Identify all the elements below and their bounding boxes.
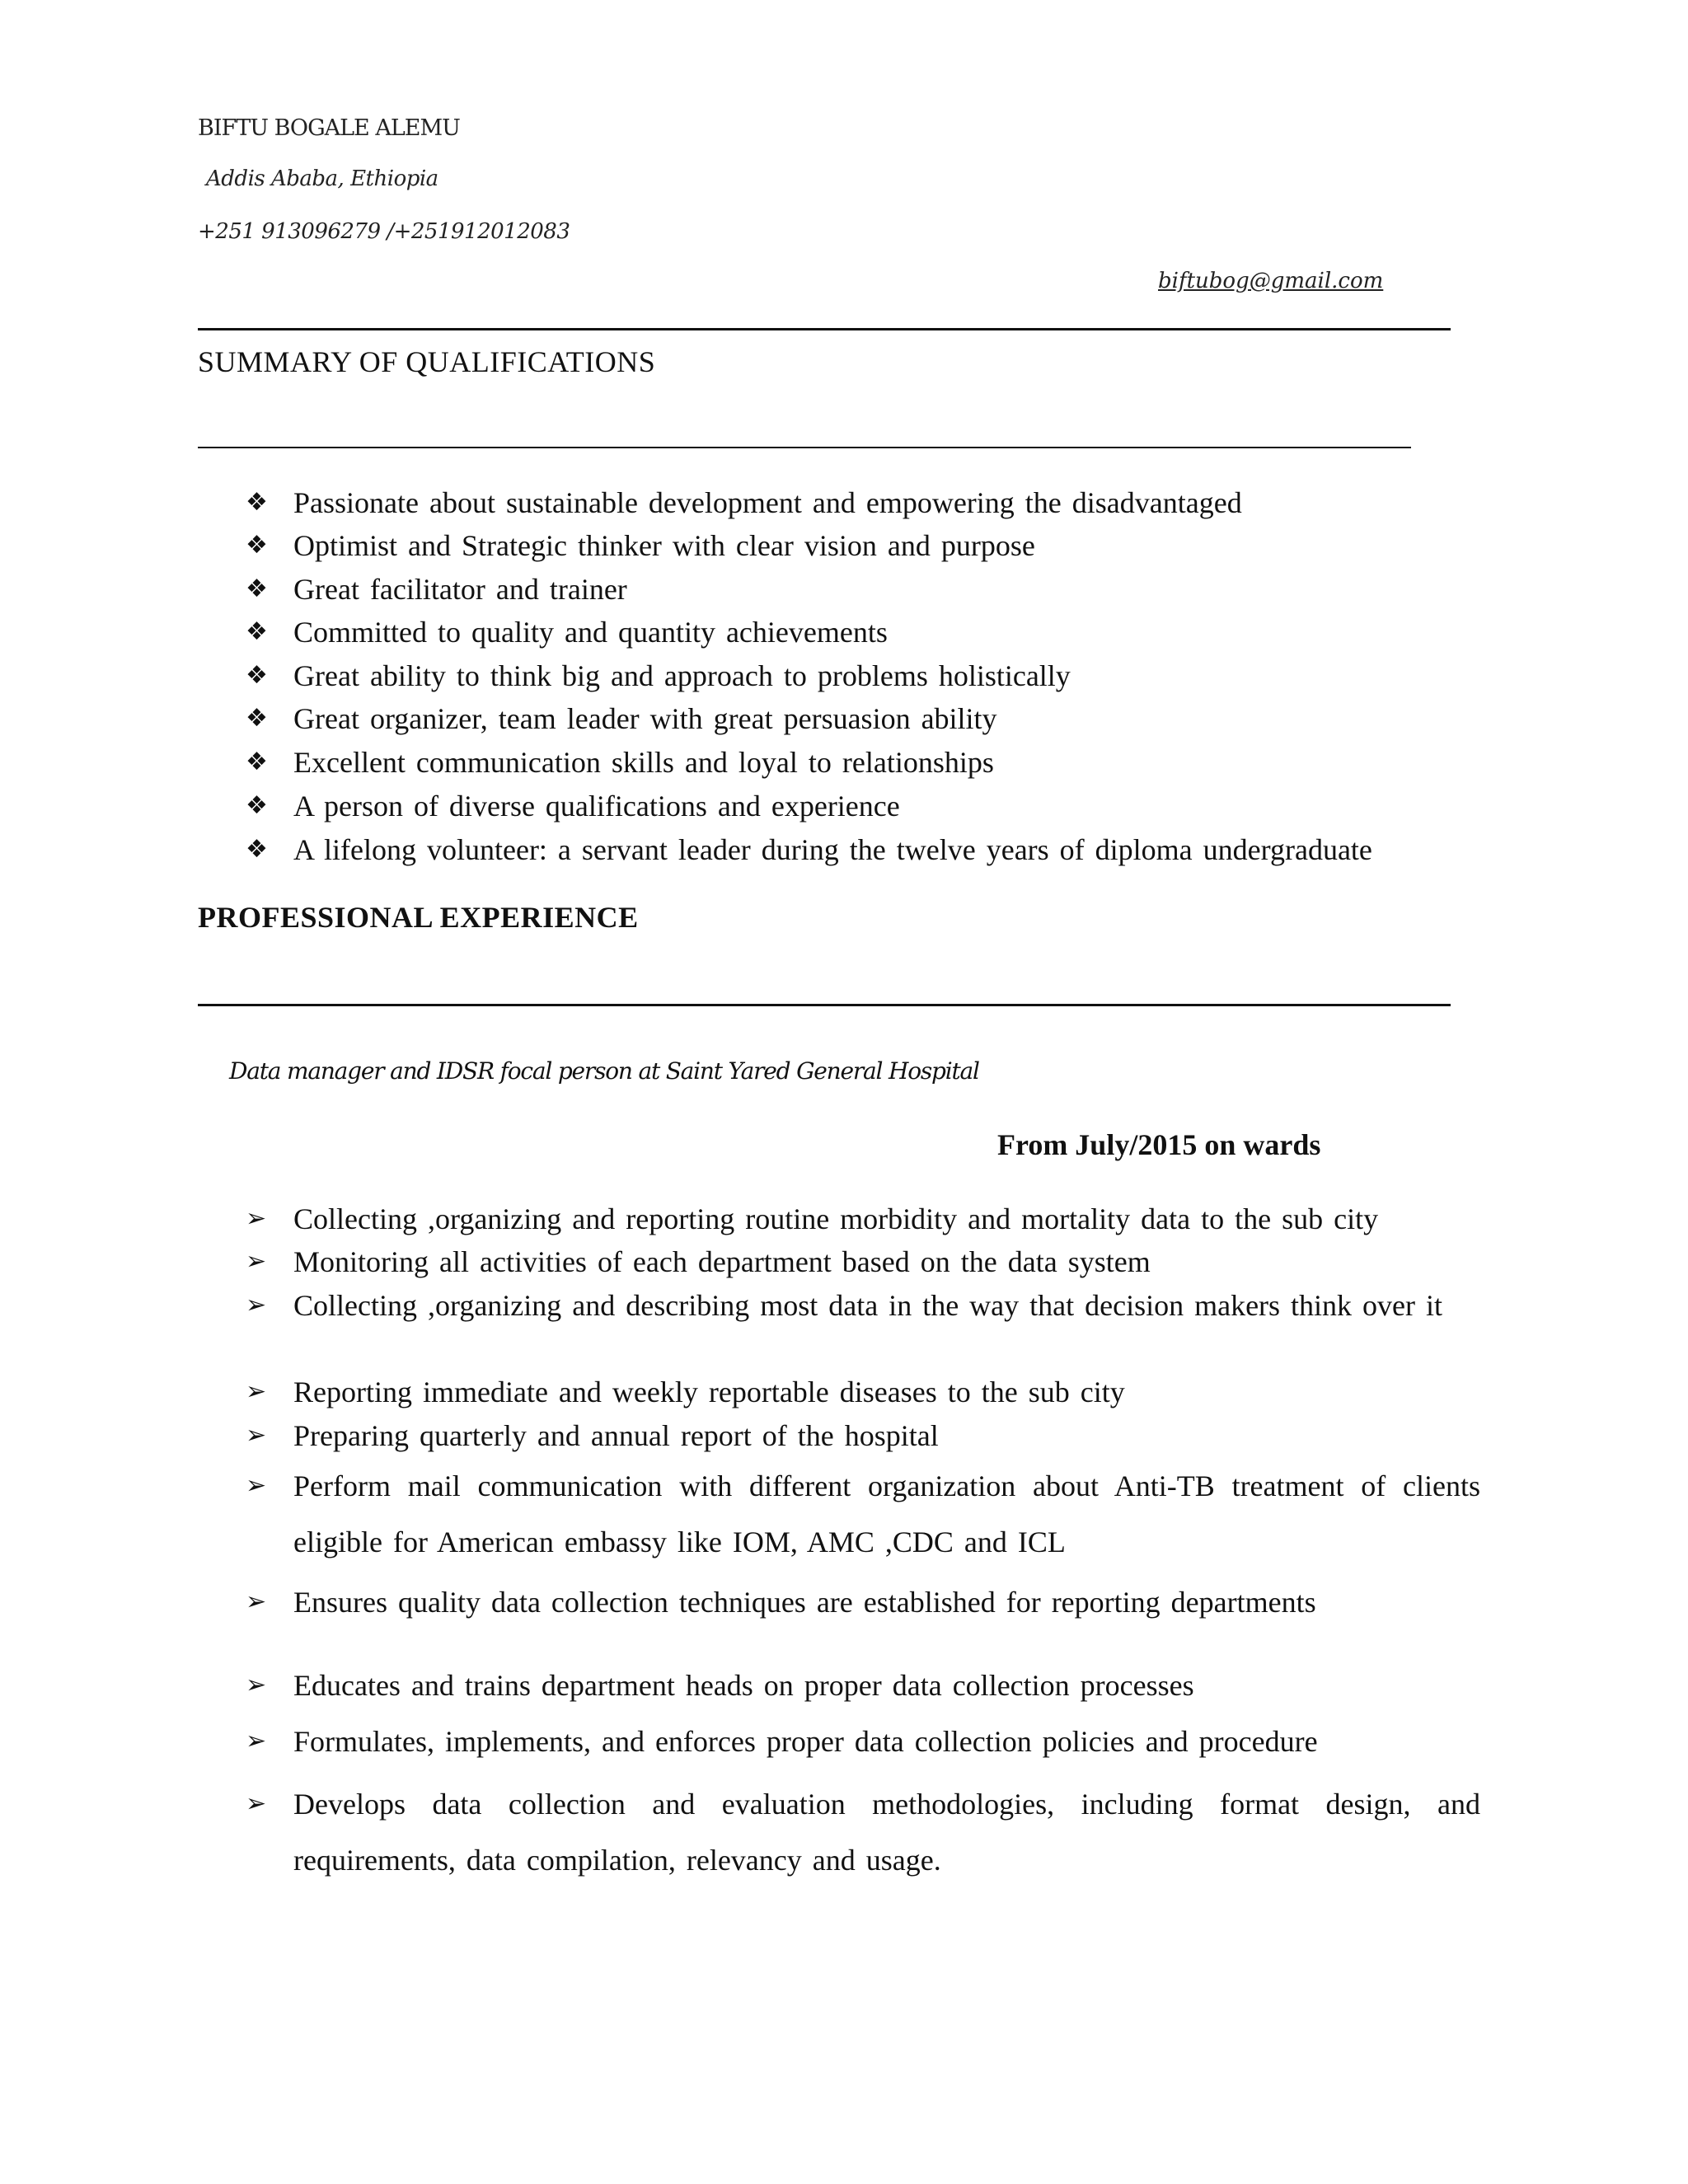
diamond-bullet-icon: ❖ — [246, 791, 268, 820]
arrow-bullet-icon: ➢ — [246, 1587, 267, 1616]
arrow-bullet-icon: ➢ — [246, 1789, 267, 1818]
diamond-bullet-icon: ❖ — [246, 574, 268, 603]
contact-name: BIFTU BOGALE ALEMU — [198, 115, 460, 141]
arrow-bullet-icon: ➢ — [246, 1671, 267, 1699]
diamond-bullet-icon: ❖ — [246, 617, 268, 646]
experience-heading: PROFESSIONAL EXPERIENCE — [198, 901, 639, 934]
divider-line — [198, 1004, 1451, 1006]
diamond-bullet-icon: ❖ — [246, 661, 268, 690]
arrow-bullet-icon: ➢ — [246, 1471, 267, 1500]
diamond-bullet-icon: ❖ — [246, 488, 268, 517]
contact-email-link[interactable]: biftubog@gmail.com — [1158, 269, 1384, 293]
arrow-bullet-icon: ➢ — [246, 1727, 267, 1755]
arrow-bullet-icon: ➢ — [246, 1421, 267, 1450]
arrow-bullet-icon: ➢ — [246, 1377, 267, 1406]
arrow-bullet-icon: ➢ — [246, 1204, 267, 1233]
diamond-bullet-icon: ❖ — [246, 531, 268, 560]
job-title: Data manager and IDSR focal person at Saint Yared General Hospital — [229, 1057, 979, 1085]
arrow-bullet-icon: ➢ — [246, 1291, 267, 1319]
resume-page: BIFTU BOGALE ALEMU Addis Ababa, Ethiopia +251 913096279 /+251912012083 biftubog@gmail.com SUMMARY OF QUALIFICATIONS ❖ Passionate about sustainable development and empowering the disadvantaged ❖ Optimist and Strategic thinker with clear vision and purpose ❖ Great facilitator and trainer ❖ Committed to quality and quantity achievements ❖ Great ability to think big and approach to problems holistically ❖ Great organizer, team leader with great persuasion ability ❖ Excellent communication skills and loyal to relationships ❖ A person of diverse qualifications and experience ❖ A lifelong volunteer: a servant leader during the twelve years of diploma undergraduate PROFESSIONAL EXPERIENCE Data manager and IDSR focal person at Saint Yared General Hospital From July/2015 on wards ➢ Collecting ,organizing and reporting routine morbidity and mortality data to the sub city ➢ Monitoring all activities of each department based on the data system ➢ Collecting ,organizing and describing most data in the way that decision makers think over it ➢ Reporting immediate and weekly reportable diseases to the sub city ➢ Preparing quarterly and annual report of the hospital ➢ Perform mail communication with different organization about Anti-TB treatment of clients eligible for American embassy like IOM, AMC ,CDC and ICL ➢ Ensures quality data collection techniques are established for reporting departments ➢ Educates and trains department heads on proper data collection processes ➢ Formulates, implements, and enforces proper data collection policies and procedure ➢ Develops data collection and evaluation methodologies, including format design, and requirements, data compilation, relevancy and usage. — [198, 115, 1480, 1877]
diamond-bullet-icon: ❖ — [246, 748, 268, 776]
contact-phone: +251 913096279 /+251912012083 — [198, 219, 570, 244]
divider-line — [198, 328, 1451, 330]
diamond-bullet-icon: ❖ — [246, 704, 268, 733]
contact-city: Addis Ababa, Ethiopia — [206, 166, 438, 191]
divider-line — [198, 447, 1411, 448]
arrow-bullet-icon: ➢ — [246, 1247, 267, 1276]
job-date: From July/2015 on wards — [997, 1128, 1321, 1161]
diamond-bullet-icon: ❖ — [246, 835, 268, 864]
summary-heading: SUMMARY OF QUALIFICATIONS — [198, 345, 656, 378]
